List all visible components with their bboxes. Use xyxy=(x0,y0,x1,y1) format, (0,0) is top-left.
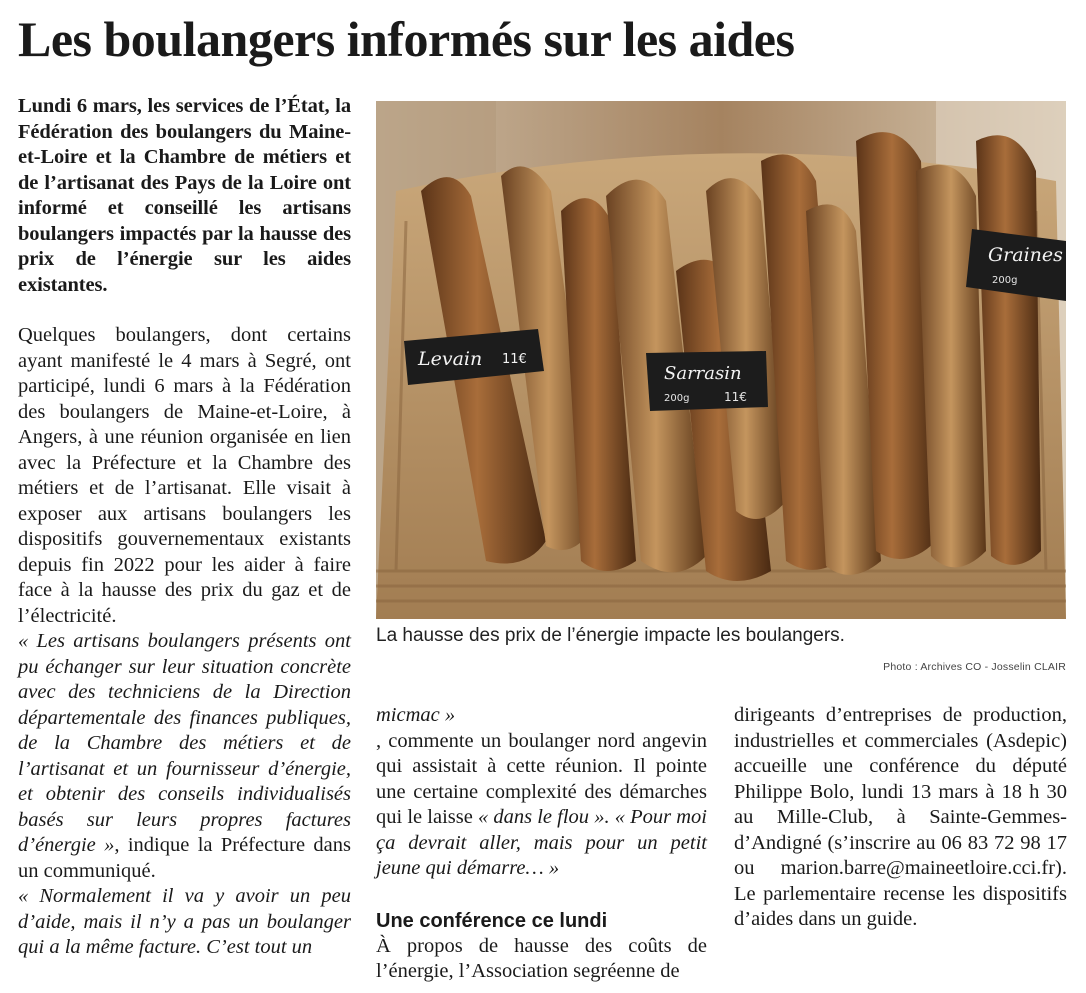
levain-price: 11€ xyxy=(502,352,527,367)
article-quote-block-1 xyxy=(18,629,351,884)
sarrasin-weight: 200g xyxy=(664,393,690,404)
article-column-3 xyxy=(734,703,1067,933)
quote-4: « Pour moi ça devrait aller, mais pour un petit jeune qui démarre… » xyxy=(376,806,707,879)
graines-label-text: Graines xyxy=(988,244,1063,266)
article-paragraph-2: À propos de hausse des coûts de l’énergie, l’Association segréenne de xyxy=(376,934,707,982)
quote-1: « Les artisans boulangers présents ont pu échanger sur leur situation concrète avec des techniciens de la Direction départementale des finances publiques, de la Chambre des métiers et de l’artisanat et un fournisseur d’énergie, et obtenir des conseils individualisés basés sur leurs propres factures d’énergie » xyxy=(18,630,351,856)
sarrasin-price: 11€ xyxy=(724,390,747,404)
article-paragraph-1 xyxy=(18,323,351,629)
article-headline: Les boulangers informés sur les aides xyxy=(18,11,795,67)
photo-credit: Photo : Archives CO - Josselin CLAIR xyxy=(883,661,1066,673)
photo-caption: La hausse des prix de l’énergie impacte les boulangers. xyxy=(376,625,845,646)
article-subheading: Une conférence ce lundi xyxy=(376,909,608,932)
article-column-2 xyxy=(376,703,707,985)
article-paragraph-2-overflow: dirigeants d’entreprises de production, industrielles et commerciales (Asdepic) accueille une conférence du député Philippe Bolo, lundi 13 mars à 18 h 30 au Mille-Club, à Sainte-Gemmes-d’Andigné (s’inscrire au 06 83 72 98 17 ou marion.barre@maineetloire.cci.fr). Le parlementaire recense les dispositifs d’aides dans un guide. xyxy=(734,704,1067,930)
article-paragraph-2-continued xyxy=(734,703,1067,933)
bread-basket-illustration xyxy=(376,101,1066,619)
quote-2-attribution: , commente un boulanger nord angevin qui assistait à cette réunion. Il pointe une certaine complexité des démarches qui le laisse xyxy=(376,729,707,828)
bread-photo xyxy=(376,101,1066,619)
sarrasin-label xyxy=(646,351,768,411)
quote-2-continued xyxy=(376,703,707,729)
article-column-1 xyxy=(18,94,351,961)
article-quote-2-continuation xyxy=(376,729,707,882)
article-quote-block-2-start xyxy=(18,884,351,961)
quote-3: « dans le flou ». xyxy=(477,806,610,828)
article-lead: Lundi 6 mars, les services de l’État, la Fédération des boulangers du Maine-et-Loire et la Chambre de métiers et de l’artisanat des Pays de la Loire ont informé et conseillé les artisans boulangers impactés par la hausse des prix de l’énergie sur les aides existantes. xyxy=(18,95,351,296)
quote-1-attribution: , indique la Préfecture dans un communiqué. xyxy=(18,834,351,882)
quote-2-overflow: micmac » xyxy=(376,704,456,726)
paragraph-1-text: Quelques boulangers, dont certains ayant manifesté le 4 mars à Segré, ont participé, lundi 6 mars à la Fédération des boulangers de Maine-et-Loire, à Angers, à une réunion organisée en lien avec la Préfecture et la Chambre des métiers et de l’artisanat. Elle visait à exposer aux artisans boulangers les dispositifs gouvernementaux existants depuis fin 2022 pour les aider à faire face à la hausse des prix du gaz et de l’électricité. xyxy=(18,324,351,627)
levain-label-text: Levain xyxy=(418,348,483,370)
quote-2: « Normalement il va y avoir un peu d’aide, mais il n’y a pas un boulanger qui a la même facture. C’est tout un xyxy=(18,885,351,958)
sarrasin-label-text: Sarrasin xyxy=(664,363,742,384)
graines-weight: 200g xyxy=(992,275,1018,286)
